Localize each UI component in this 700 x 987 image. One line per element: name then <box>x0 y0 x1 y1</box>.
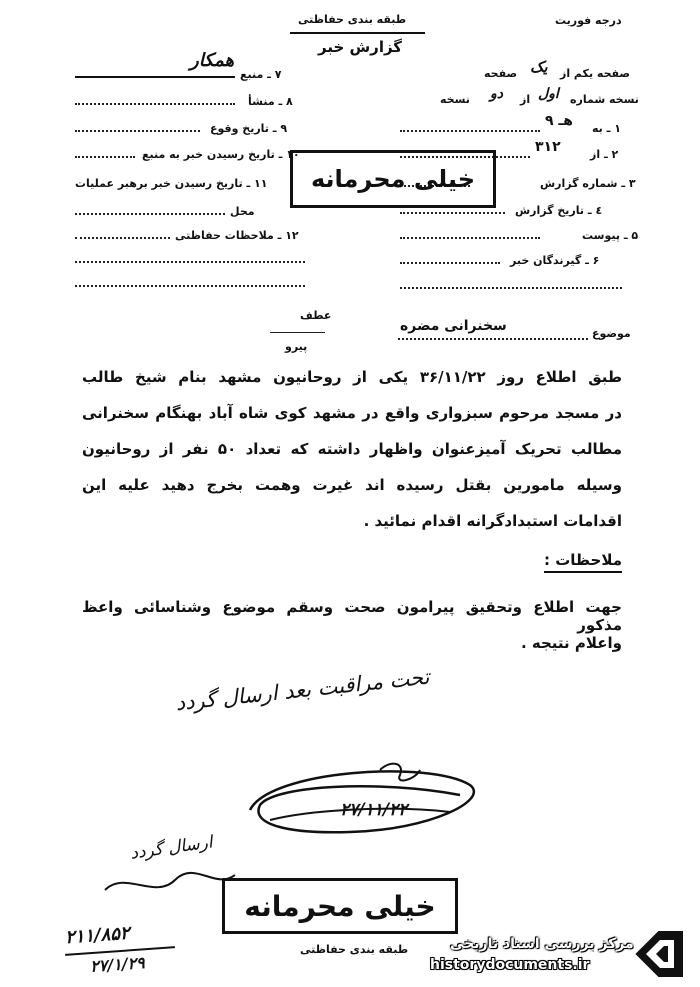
classification-label-bottom: طبقه بندی حفاظتی <box>300 943 409 956</box>
watermark-logo-icon <box>628 926 690 982</box>
remarks-line: جهت اطلاع وتحقیق پیرامون صحت وسقم موضوع وشناسائی واعظ مذکور <box>82 598 622 634</box>
field-occurrence-date: ۹ ـ تاریخ وقوع <box>210 122 288 135</box>
field-from: ۲ ـ از <box>590 148 619 161</box>
field-origin: ۸ ـ منشأ <box>248 95 293 108</box>
subject-peyro-label: پیرو <box>285 340 308 353</box>
field-reached-source-date: ۱۰ ـ تاریخ رسیدن خبر به منبع <box>142 148 300 161</box>
handwritten-note: تحت مراقبت بعد ارسال گردد <box>174 664 431 716</box>
field-from-value: ۳۱۲ <box>535 139 561 155</box>
handwritten-signature-date: ۲۷/۱۱/۲۲ <box>340 800 408 820</box>
subject-label: موضوع <box>592 327 631 340</box>
field-page: صفحه یکم از <box>560 67 631 80</box>
handwritten-date: ۲۷/۱/۲۹ <box>89 953 146 976</box>
report-title: گزارش خبر <box>318 38 403 56</box>
handwritten-bottom-left: ارسال گردد <box>129 832 214 864</box>
field-to: ۱ ـ به <box>592 122 621 135</box>
field-recipients: ۶ ـ گیرندگان خبر <box>510 254 600 267</box>
field-copy-total: دو <box>490 86 503 102</box>
field-report-number: ۳ ـ شماره گزارش <box>540 177 636 190</box>
field-source: ۷ ـ منبع <box>240 68 282 81</box>
field-protective-remarks: ۱۲ ـ ملاحظات حفاظتی <box>175 229 299 242</box>
stamp-bottom-confidential: خیلی محرمانه <box>222 878 458 934</box>
body-line: وسیله مامورین بقتل رسیده اند غیرت وهمت بخرج دهید علیه این <box>82 476 622 494</box>
field-source-value: همکار <box>190 50 235 71</box>
stamp-top-confidential: خیلی محرمانه <box>290 150 496 208</box>
remarks-line: واعلام نتیجه . <box>520 634 622 652</box>
field-report-date: ٤ ـ تاریخ گزارش <box>515 204 603 217</box>
subject-atf-label: عطف <box>300 309 332 322</box>
remarks-label: ملاحظات : <box>544 551 622 573</box>
header-underline <box>290 32 425 34</box>
field-copy-number: نسخه شماره <box>570 93 639 106</box>
field-copy-value: اول <box>538 86 559 102</box>
body-line: اقدامات استبدادگرانه اقدام نمائید . <box>363 512 622 530</box>
body-line: طبق اطلاع روز ۳۶/۱۱/۲۲ یکی از روحانیون مشهد بنام شیخ طالب <box>82 368 622 386</box>
subject-value: سخنرانی مضره <box>400 318 507 334</box>
watermark-title: مرکز بررسی اسناد تاریخی <box>450 936 634 952</box>
body-line: مطالب تحریک آمیزعنوان واظهار داشته که تعداد ۵۰ نفر از روحانیون <box>82 440 622 458</box>
field-copy-suffix: نسخه <box>440 93 470 106</box>
handwritten-number: ۲۱۱/۸۵۲ <box>64 922 131 949</box>
field-reached-lead-date: ۱۱ ـ تاریخ رسیدن خبر برهبر عملیات <box>75 177 268 190</box>
field-page-value: یک <box>530 58 548 76</box>
classification-label-top: طبقه بندی حفاظتی <box>298 13 407 26</box>
field-to-value: ۹ هـ <box>545 113 573 129</box>
body-line: در مسجد مرحوم سبزواری واقع در مشهد کوی شاه آباد بهنگام سخنرانی <box>82 404 622 422</box>
urgency-label: درجه فوریت <box>555 14 622 27</box>
field-attachment: ۵ ـ پیوست <box>582 229 639 242</box>
field-page-suffix: صفحه <box>484 67 518 80</box>
field-place: محل <box>230 205 255 218</box>
watermark-url: historydocuments.ir <box>430 957 590 973</box>
